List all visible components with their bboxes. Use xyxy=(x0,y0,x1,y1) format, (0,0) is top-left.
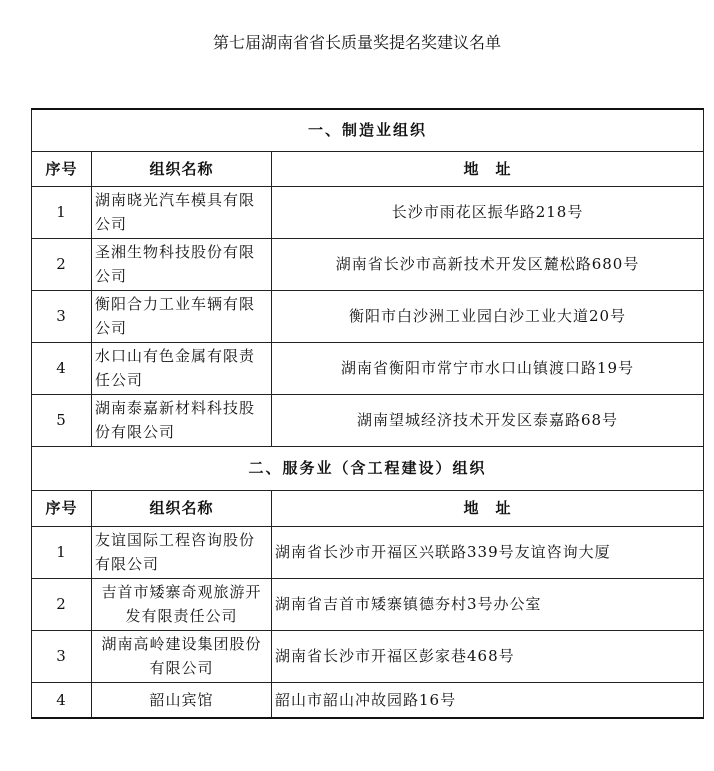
row-number: 2 xyxy=(32,238,92,290)
col-header-org: 组织名称 xyxy=(92,151,272,186)
row-number: 3 xyxy=(32,290,92,342)
table-row xyxy=(32,342,704,394)
org-address: 湖南省吉首市矮寨镇德夯村3号办公室 xyxy=(272,578,704,630)
row-number: 2 xyxy=(32,578,92,630)
org-address: 湖南省长沙市开福区彭家巷468号 xyxy=(272,630,704,682)
org-address: 湖南省衡阳市常宁市水口山镇渡口路19号 xyxy=(272,342,704,394)
org-name: 湖南泰嘉新材料科技股份有限公司 xyxy=(92,394,272,446)
table-row xyxy=(32,578,704,630)
row-number: 4 xyxy=(32,682,92,718)
org-address: 衡阳市白沙洲工业园白沙工业大道20号 xyxy=(272,290,704,342)
table-row xyxy=(32,682,704,718)
org-address: 湖南省长沙市开福区兴联路339号友谊咨询大厦 xyxy=(272,526,704,578)
org-address: 湖南望城经济技术开发区泰嘉路68号 xyxy=(272,394,704,446)
org-name: 韶山宾馆 xyxy=(92,682,272,718)
section-heading-row xyxy=(32,109,704,151)
row-number: 1 xyxy=(32,526,92,578)
col-header-org: 组织名称 xyxy=(92,490,272,526)
org-name: 湖南高岭建设集团股份有限公司 xyxy=(92,630,272,682)
col-header-num: 序号 xyxy=(32,490,92,526)
page-title: 第七届湖南省省长质量奖提名奖建议名单 xyxy=(212,33,501,52)
section-heading-row xyxy=(32,446,704,490)
row-number: 1 xyxy=(32,186,92,238)
table-row xyxy=(32,238,704,290)
org-name: 圣湘生物科技股份有限公司 xyxy=(92,238,272,290)
col-header-addr: 地 址 xyxy=(272,490,704,526)
table-row xyxy=(32,526,704,578)
row-number: 4 xyxy=(32,342,92,394)
org-name: 水口山有色金属有限责任公司 xyxy=(92,342,272,394)
table-row xyxy=(32,630,704,682)
nomination-table xyxy=(31,108,704,719)
col-header-addr: 地 址 xyxy=(272,151,704,186)
col-header-num: 序号 xyxy=(32,151,92,186)
org-address: 湖南省长沙市高新技术开发区麓松路680号 xyxy=(272,238,704,290)
org-name: 湖南晓光汽车模具有限公司 xyxy=(92,186,272,238)
row-number: 3 xyxy=(32,630,92,682)
org-name: 友谊国际工程咨询股份有限公司 xyxy=(92,526,272,578)
org-address: 韶山市韶山冲故园路16号 xyxy=(272,682,704,718)
section-heading: 一、制造业组织 xyxy=(32,109,704,151)
column-header-row xyxy=(32,151,704,186)
row-number: 5 xyxy=(32,394,92,446)
org-name: 衡阳合力工业车辆有限公司 xyxy=(92,290,272,342)
org-name: 吉首市矮寨奇观旅游开发有限责任公司 xyxy=(92,578,272,630)
table-row xyxy=(32,290,704,342)
table-row xyxy=(32,186,704,238)
column-header-row xyxy=(32,490,704,526)
section-heading: 二、服务业（含工程建设）组织 xyxy=(32,446,704,490)
org-address: 长沙市雨花区振华路218号 xyxy=(272,186,704,238)
table-row xyxy=(32,394,704,446)
